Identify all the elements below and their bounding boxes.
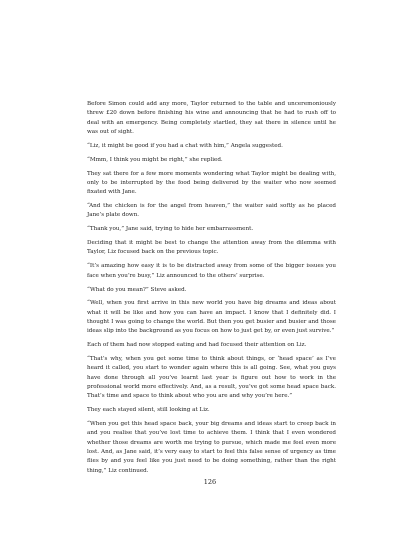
- paragraph: Before Simon could add any more, Taylor returned to the table and unceremoniously threw £20 down before finishing his wine and announcing that he had to rush off to deal with an emergency. Being completely startled, they sat there in silence until he was out of sight.: [87, 101, 336, 135]
- paragraph: “Mmm, I think you might be right,” she replied.: [87, 156, 223, 163]
- paragraph: Each of them had now stopped eating and had focused their attention on Liz.: [87, 342, 307, 349]
- body-text: [87, 100, 336, 480]
- page-number: 126: [203, 478, 217, 486]
- paragraph: “That’s why, when you get some time to think about things, or ‘head space’ as I’ve heard it called, you start to wonder again where this is all going. See, what you guys have done through all you’ve learnt last year is figure out how to work in the professional world more effectively. And, as a result, you’ve got some head space back. That’s time and space to think about who you are and why you’re here.”: [87, 356, 336, 400]
- paragraph: “And the chicken is for the angel from heaven,” the waiter said softly as he placed Jane’s plate down.: [87, 203, 336, 219]
- paragraph: “What do you mean?” Steve asked.: [87, 286, 187, 293]
- paragraph: “Thank you,” Jane said, trying to hide her embarrassment.: [87, 226, 254, 233]
- paragraph: “Well, when you first arrive in this new world you have big dreams and ideas about what it will be like and how you can have an impact. I know that I definitely did. I thought I was going to change the world. But then you get busier and busier and those ideas slip into the background as you focus on how to just get by, or even just survive.”: [87, 300, 336, 335]
- paragraph: They each stayed silent, still looking at Liz.: [87, 407, 210, 414]
- paragraph: They sat there for a few more moments wondering what Taylor might be dealing with, only to be interrupted by the food being delivered by the waiter who now seemed fixated with Jane.: [87, 170, 336, 196]
- paragraph: Deciding that it might be best to change the attention away from the dilemma with Taylor, Liz focused back on the previous topic.: [87, 240, 336, 256]
- paragraph: “When you get this head space back, your big dreams and ideas start to creep back in and you realise that you’ve lost time to achieve them. I think that I even wondered whether those dreams are worth me trying to pursue, which made me feel even more lost. And, as Jane said, it’s very easy to start to feel this false sense of urgency as time flies by and you feel like you just need to be doing something, rather than the right thing,” Liz continued.: [87, 421, 336, 474]
- paragraph: “Liz, it might be good if you had a chat with him,” Angela suggested.: [87, 142, 283, 149]
- paragraph: “It’s amazing how easy it is to be distracted away from some of the bigger issues you face when you’re busy,” Liz announced to the others’ surprise.: [87, 263, 336, 279]
